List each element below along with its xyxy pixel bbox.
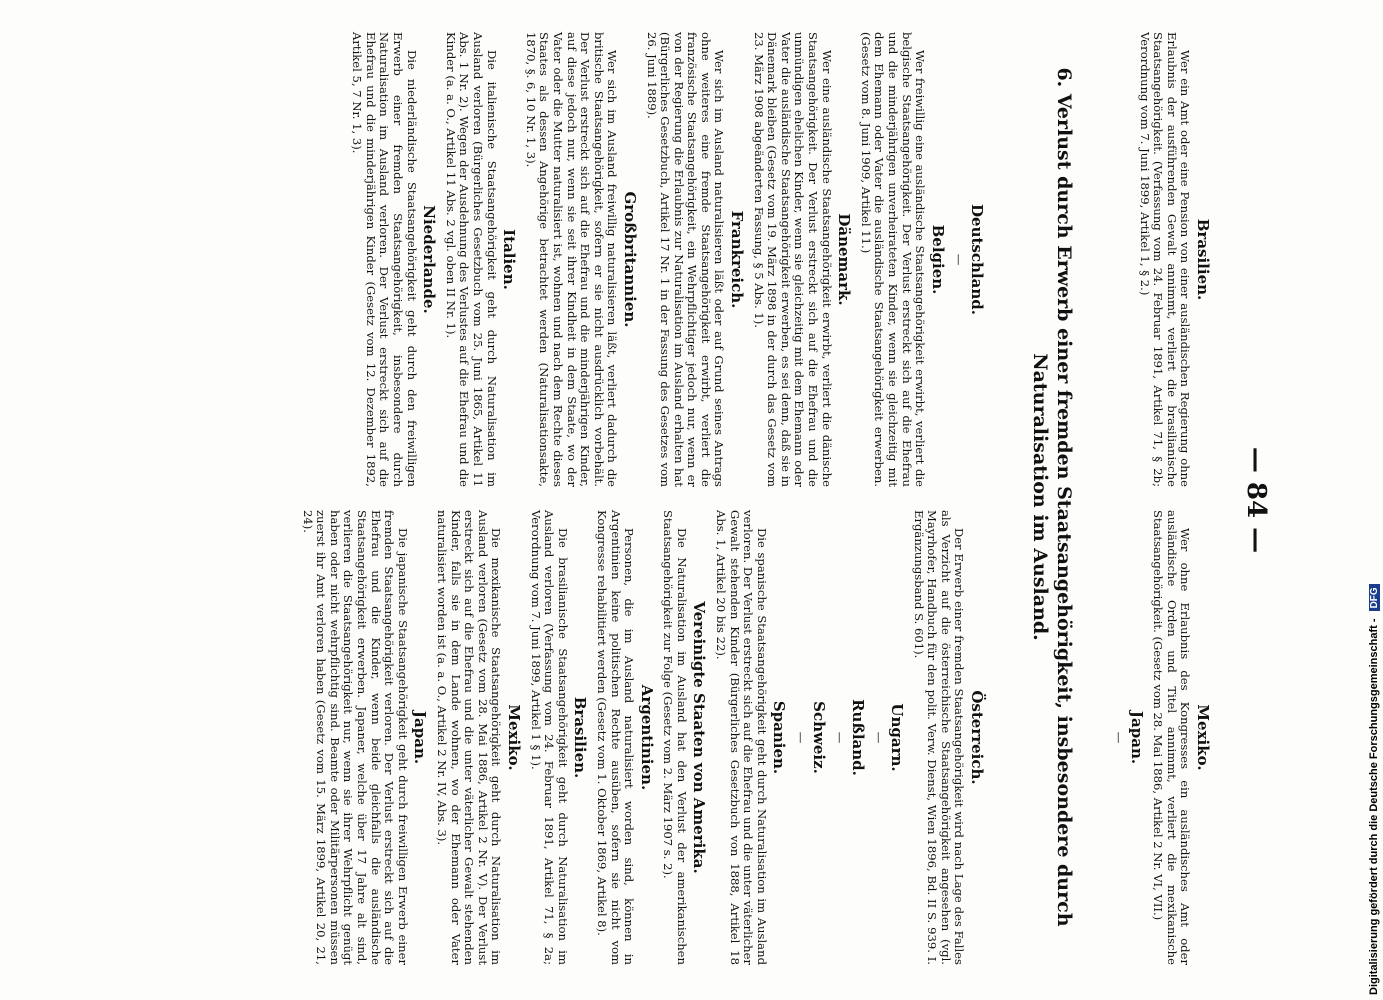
heading-japan-top: Japan. — [1127, 710, 1146, 765]
country-heading: Vereinigte Staaten von Amerika. — [690, 601, 709, 874]
country-text: — — [872, 731, 887, 744]
country-heading: Belgien. — [928, 224, 947, 295]
page-number: — 84 — — [1241, 446, 1271, 554]
country-text: Die brasilianische Staatsangehörigkeit geht durch Naturalisation im Ausland verloren (Verfassung vom 24. Februar 1891, Artikel 71, § 2a; Verordnung vom 7. Juni 1899, Artikel 1 § 1). — [528, 510, 570, 965]
country-heading: Schweiz. — [809, 701, 828, 774]
credit-text: Digitalisierung gefördert durch die Deutsche Forschungsgemeinschaft - — [1368, 618, 1380, 995]
country-text: Die japanische Staatsangehörigkeit geht durch freiwilligen Erwerb einer fremden Staatsangehörigkeit verloren. Der Verlust erstreckt sich auf die Ehefrau und die Kinder, wenn beide gleichfalls die ausländische Staatsangehörigkeit erwerben. Japaner, welche über 17 Jahre alt sind, verlieren die Staatsangehörigkeit nur, wenn sie ihrer Wehrpflicht genügt haben oder nicht wehrpflichtig sind. Beamte oder Militärpersonen müssen zuerst ihr Amt verloren haben (Gesetz vom 15. März 1899, Artikel 20, 21, 24). — [300, 510, 410, 965]
section-title: 6. Verlust durch Erwerb einer fremden Staatsangehörigkeit, insbesondere durch Naturalisation im Ausland. — [1029, 67, 1075, 927]
country-text: Wer eine ausländische Staatsangehörigkeit erwirbt, verliert die dänische Staatsangehörigkeit. Der Verlust erstreckt sich auf die Ehefrau und die unmündigen ehelichen Kinder, wenn sie gleichzeitig mit dem Ehemann oder Vater die ausländische Staatsangehörigkeit erwerben, es sei denn, daß sie in Dänemark bleiben (Gesetz vom 19. März 1898 in der durch das Gesetz vom 23. März 1908 abgeänderten Fassung, § 5 Abs. 1). — [751, 32, 834, 487]
paragraph-mexiko-top: Wer ohne Erlaubnis des Kongresses ein ausländisches Amt oder ausländische Orden und Titel annimmt, verliert die mexikanische Staatsangehörigkeit. (Gesetz vom 28. Mai 1886, Artikel 2 Nr. VI, VII.) — [1151, 510, 1193, 965]
dash-japan-top: — — [1112, 731, 1127, 744]
country-heading: Rußland. — [848, 699, 867, 776]
country-text: Die italienische Staatsangehörigkeit geht durch Naturalisation im Ausland verloren (Bürgerliches Gesetzbuch vom 25. Juni 1865, Artikel 11 Abs. 1 Nr. 2). Wegen der Ausdehnung des Verlustes auf die Ehefrau und die Kinder (a. a. O., Artikel 11 Abs. 2 vgl. oben II Nr. 1). — [443, 32, 499, 487]
country-text: Wer freiwillig eine ausländische Staatsangehörigkeit erwirbt, verliert die belgische Staatsangehörigkeit. Der Verlust erstreckt sich auf die Ehefrau und die minderjährigen unverheirateten Kinder, wenn sie gleichzeitig mit dem Ehemann oder Vater die ausländische Staatsangehörigkeit erwerben. (Gesetz vom 8. Juni 1909, Artikel 11.) — [858, 32, 928, 487]
country-heading: Ungarn. — [888, 703, 907, 772]
country-heading: Argentinien. — [637, 684, 656, 791]
heading-mexiko-top: Mexiko. — [1194, 704, 1212, 771]
country-text: — — [952, 253, 967, 266]
paragraph-brasilien-top: Wer ein Amt oder eine Pension von einer ausländischen Regierung ohne Erlaubnis der ausführenden Gewalt annimmt, verliert die brasilianische Staatsangehörigkeit. (Verfassung vom 24. Februar 1891, Artikel 71, § 2b; Verordnung vom 7. Juni 1899, Artikel 1, § 2.) — [1137, 32, 1193, 487]
country-heading: Österreich. — [968, 690, 986, 785]
top-left-block — [1131, 32, 1217, 487]
country-text: Wer sich im Ausland naturalisieren läßt oder auf Grund seines Antrags ohne weiteres eine fremde Staatsangehörigkeit erwirbt, verliert die französische Staatsangehörigkeit, ein Wehrpflichtiger jedoch nur, wenn er von der Regierung die Erlaubnis zur Naturalisation im Ausland erhalten hat (Bürgerliches Gesetzbuch, Artikel 17 Nr. 1 in der Fassung des Gesetzes vom 26. Juni 1889). — [644, 32, 727, 487]
heading-brasilien-top: Brasilien. — [1194, 218, 1212, 301]
country-text: — — [833, 731, 848, 744]
country-text: Die spanische Staatsangehörigkeit geht durch Naturalisation im Ausland verloren. Der Verlust erstreckt sich auf die Ehefrau und die unter väterlicher Gewalt stehenden Kinder (Bürgerliches Gesetzbuch von 1888, Artikel 18 Abs. 1, Artikel 20 bis 22). — [714, 510, 769, 965]
country-heading: Italien. — [500, 229, 519, 290]
country-heading: Japan. — [411, 710, 430, 765]
right-column — [294, 510, 991, 965]
country-heading: Niederlande. — [420, 205, 439, 314]
country-text: Die niederländische Staatsangehörigkeit geht durch den freiwilligen Erwerb einer fremden Staatsangehörigkeit, insbesondere durch Naturalisation im Ausland verloren. Der Verlust erstreckt sich auf die Ehefrau und die minderjährigen Kinder (Gesetz vom 12. Dezember 1892, Artikel 5, 7 Nr. 1, 3). — [350, 32, 419, 487]
country-heading: Deutschland. — [968, 204, 986, 315]
country-heading: Dänemark. — [835, 213, 854, 306]
country-heading: Spanien. — [770, 700, 789, 775]
country-text: Die Naturalisation im Ausland hat den Verlust der amerikanischen Staatsangehörigkeit zur Folge (Gesetz vom 2. März 1907 s. 2). — [661, 510, 689, 965]
left-column — [344, 32, 991, 487]
dfg-logo: DFG — [1369, 584, 1380, 611]
country-text: Der Erwerb einer fremden Staatsangehörigkeit wird nach Lage des Falles als Verzicht auf die österreichische Staatsangehörigkeit angesehen (vgl. Mayrhofer, Handbuch für den polit. Verw. Dienst, Wien 1896, Bd. II S. 939. I. Ergänzungsband S. 601). — [911, 510, 967, 965]
country-heading: Frankreich. — [728, 210, 747, 309]
country-heading: Großbritannien. — [620, 191, 639, 328]
country-heading: Mexiko. — [504, 704, 523, 771]
country-text: Die mexikanische Staatsangehörigkeit geht durch Naturalisation im Ausland verloren (Gesetz vom 28. Mai 1886, Artikel 2 Nr. V). Der Verlust erstreckt sich auf die Ehefrau und die unter väterlicher Gewalt stehenden Kinder, falls sie in dem Lande wohnen, wo der Ehemann oder Vater naturalisiert worden ist (a. a. O., Artikel 2 Nr. IV, Abs. 3). — [435, 510, 504, 965]
country-text: — — [794, 731, 809, 744]
top-right-block — [1105, 510, 1217, 965]
country-text: Wer sich im Ausland freiwillig naturalisieren läßt, verliert dadurch die britische Staatsangehörigkeit, sofern er sie nicht ausdrücklich vorbehält. Der Verlust erstreckt sich auf die Ehefrau und die minderjährigen Kinder, auf diese jedoch nur, wenn sie seit ihrer Kindheit in dem Staate, wo der Vater oder die Mutter naturalisiert ist, wohnen und nach dem Rechte dieses Staates als dessen Angehörige betrachtet werden (Naturalisationsakte, 1870, §. 6, 10 Nr. 1, 3). — [523, 32, 620, 487]
rotated-page-content — [101, 20, 1291, 980]
country-heading: Brasilien. — [571, 696, 590, 779]
country-text: Personen, die im Ausland naturalisiert worden sind, können in Argentinien keine politischen Rechte ausüben, sofern sie nicht vom Kongresse rehabilitiert werden (Gesetz vom 1. Oktober 1869, Artikel 8). — [594, 510, 637, 965]
digitization-credit — [1366, 0, 1383, 1000]
